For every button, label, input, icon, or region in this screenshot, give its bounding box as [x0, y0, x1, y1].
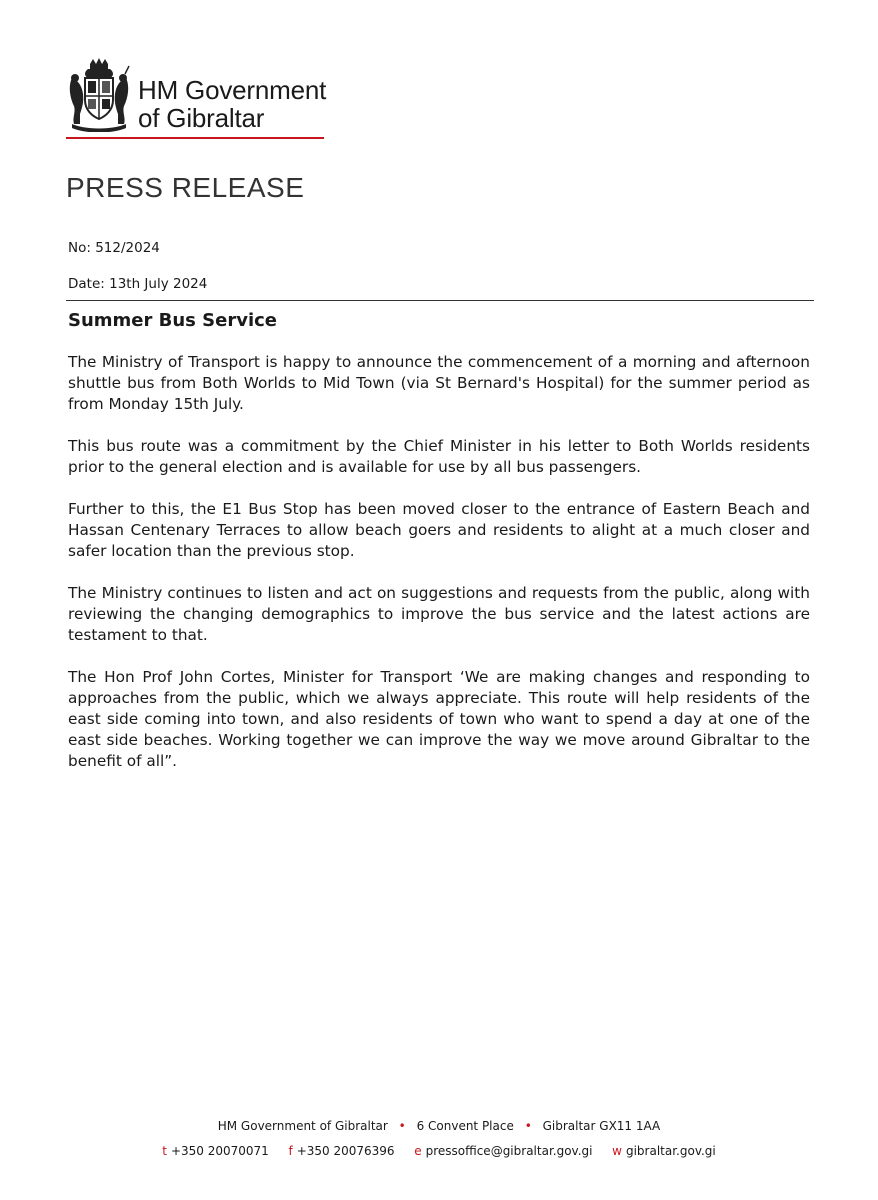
email-link[interactable]: pressoffice@gibraltar.gov.gi	[425, 1144, 593, 1158]
section-divider	[66, 300, 814, 301]
footer-address	[0, 1119, 878, 1133]
paragraph: The Ministry continues to listen and act on suggestions and requests from the public, along with reviewing the changing demographics to improve the bus service and the latest actions are testament to that.	[68, 584, 810, 644]
paragraph: Further to this, the E1 Bus Stop has been moved closer to the entrance of Eastern Beach and Hassan Centenary Terraces to allow beach goers and residents to alight at a much closer and safer location than the previous stop.	[68, 500, 810, 560]
telephone-label: t	[162, 1144, 167, 1158]
fax-label: f	[288, 1144, 293, 1158]
release-title: Summer Bus Service	[68, 310, 277, 331]
footer-city: Gibraltar GX11 1AA	[542, 1119, 661, 1133]
footer-contacts	[0, 1144, 878, 1158]
org-name-line-2: of Gibraltar	[138, 103, 265, 133]
header-divider	[66, 137, 324, 139]
bullet-icon: •	[524, 1119, 532, 1133]
email-label: e	[414, 1144, 422, 1158]
website-link[interactable]: gibraltar.gov.gi	[625, 1144, 716, 1158]
release-number: No: 512/2024	[68, 240, 160, 256]
organisation-name	[138, 76, 326, 132]
fax-number: +350 20076396	[296, 1144, 395, 1158]
release-date: Date: 13th July 2024	[68, 276, 208, 292]
paragraph: This bus route was a commitment by the Chief Minister in his letter to Both Worlds residents prior to the general election and is available for use by all bus passengers.	[68, 437, 810, 476]
document-type: PRESS RELEASE	[66, 172, 305, 203]
footer-org: HM Government of Gibraltar	[217, 1119, 388, 1133]
coat-of-arms-icon	[66, 58, 132, 132]
bullet-icon: •	[398, 1119, 406, 1133]
footer-street: 6 Convent Place	[416, 1119, 514, 1133]
paragraph: The Hon Prof John Cortes, Minister for Transport ‘We are making changes and responding to approaches from the public, which we always appreciate. This route will help residents of the east side coming into town, and also residents of town who want to spend a day at one of the east side beaches. Working together we can improve the way we move around Gibraltar to the benefit of all”.	[68, 668, 810, 770]
release-body	[68, 352, 810, 793]
telephone-number: +350 20070071	[170, 1144, 269, 1158]
paragraph: The Ministry of Transport is happy to announce the commencement of a morning and afternoon shuttle bus from Both Worlds to Mid Town (via St Bernard's Hospital) for the summer period as from Monday 15th July.	[68, 353, 810, 413]
website-label: w	[612, 1144, 622, 1158]
org-name-line-1: HM Government	[138, 75, 327, 105]
